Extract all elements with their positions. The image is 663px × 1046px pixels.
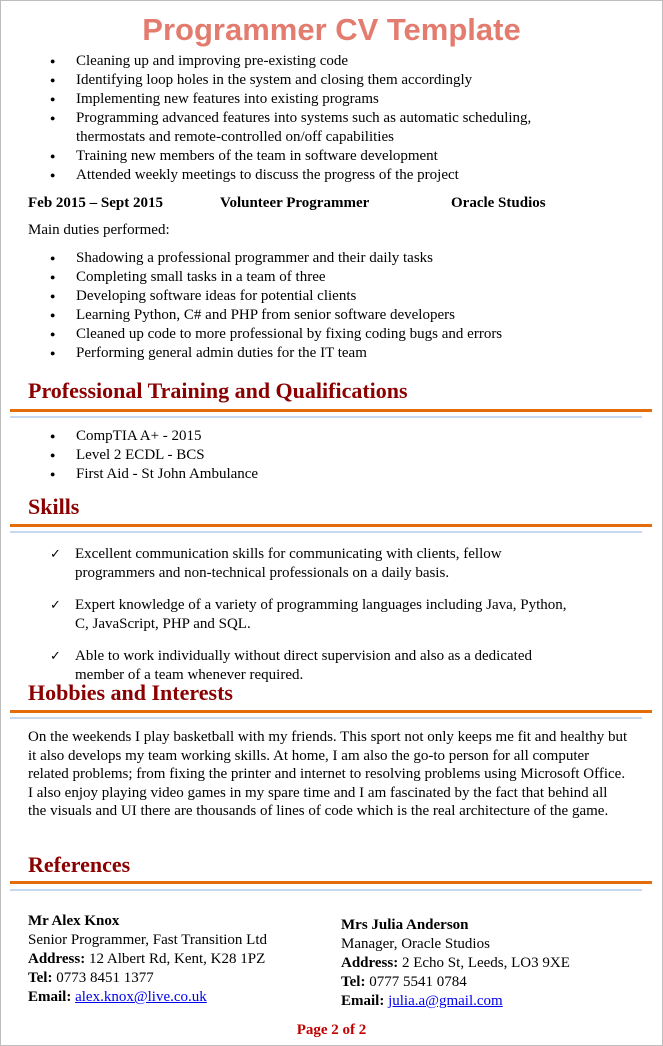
reference-role: Senior Programmer, Fast Transition Ltd: [28, 932, 267, 948]
reference-address: Address: 2 Echo St, Leeds, LO3 9XE: [341, 955, 570, 971]
list-item: ✓ Expert knowledge of a variety of programming languages including Java, Python, C, JavaScript, PHP and SQL.: [0, 596, 575, 634]
list-item: ● Attended weekly meetings to discuss the progress of the project: [0, 166, 576, 185]
list-item: ● Performing general admin duties for the IT team: [0, 344, 576, 363]
list-item: ● Completing small tasks in a team of three: [0, 268, 576, 287]
list-item: ● Cleaning up and improving pre-existing code: [0, 52, 576, 71]
reference-role: Manager, Oracle Studios: [341, 936, 490, 952]
section-rule: [10, 710, 652, 713]
address-label: Address:: [28, 951, 86, 967]
list-item: ● CompTIA A+ - 2015: [0, 427, 576, 446]
job-company: Oracle Studios: [451, 195, 546, 211]
email-link[interactable]: julia.a@gmail.com: [388, 993, 503, 1009]
section-heading-references: References: [28, 852, 131, 877]
reference-address: Address: 12 Albert Rd, Kent, K28 1PZ: [28, 951, 266, 967]
list-item: ● First Aid - St John Ambulance: [0, 465, 576, 484]
section-heading-training: Professional Training and Qualifications: [28, 378, 408, 403]
section-rule: [10, 881, 652, 884]
list-item: ● Shadowing a professional programmer and their daily tasks: [0, 249, 576, 268]
section-heading-skills: Skills: [28, 494, 80, 519]
training-list: [0, 427, 576, 484]
section-rule: [10, 889, 642, 891]
tel-label: Tel:: [341, 974, 366, 990]
email-link[interactable]: alex.knox@live.co.uk: [75, 989, 207, 1005]
list-item: ● Level 2 ECDL - BCS: [0, 446, 576, 465]
section-rule: [10, 524, 652, 527]
reference-tel: Tel: 0777 5541 0784: [341, 974, 467, 990]
email-label: Email:: [341, 993, 385, 1009]
section-rule: [10, 416, 642, 418]
section-rule: [10, 531, 642, 533]
list-item: ● Implementing new features into existing programs: [0, 90, 576, 109]
reference-email: [341, 992, 570, 1011]
list-item: ● Learning Python, C# and PHP from senior software developers: [0, 306, 576, 325]
job-role: Volunteer Programmer: [220, 195, 370, 211]
job-dates: Feb 2015 – Sept 2015: [28, 195, 163, 211]
hobbies-paragraph: On the weekends I play basketball with my friends. This sport not only keeps me fit and healthy but it also develops my team working skills. At home, I am also the go-to person for all computer related problems; from fixing the printer and internet to resolving problems using Microsoft Office. I also enjoy playing video games in my spare time and I am fascinated by the fact that behind all the visuals and UI there are thousands of lines of code which is the real architecture of the game.: [28, 729, 628, 819]
list-item: ✓ Able to work individually without direct supervision and also as a dedicated member of a team whenever required.: [0, 647, 575, 685]
reference-name: Mr Alex Knox: [28, 913, 120, 929]
list-item: ● Programming advanced features into systems such as automatic scheduling, thermostats and remote-controlled on/off capabilities: [0, 109, 576, 147]
reference-name: Mrs Julia Anderson: [341, 917, 469, 933]
email-label: Email:: [28, 989, 72, 1005]
list-item: ● Identifying loop holes in the system and closing them accordingly: [0, 71, 576, 90]
reference-tel: Tel: 0773 8451 1377: [28, 970, 154, 986]
list-item: ● Training new members of the team in software development: [0, 147, 576, 166]
reference-2: [341, 916, 570, 1011]
address-label: Address:: [341, 955, 399, 971]
list-item: ✓ Excellent communication skills for communicating with clients, fellow programmers and non-technical professionals on a daily basis.: [0, 545, 575, 583]
list-item: ● Cleaned up code to more professional by fixing coding bugs and errors: [0, 325, 576, 344]
tel-label: Tel:: [28, 970, 53, 986]
skills-list: [0, 545, 575, 698]
job-duties-list: [0, 249, 576, 363]
reference-1: [28, 912, 267, 1007]
document-title: Programmer CV Template: [142, 12, 521, 47]
job-intro: Main duties performed:: [28, 222, 170, 238]
section-rule: [10, 717, 642, 719]
list-item: ● Developing software ideas for potential clients: [0, 287, 576, 306]
section-rule: [10, 409, 652, 412]
section-heading-hobbies: Hobbies and Interests: [28, 680, 233, 705]
first-job-duties-list: [0, 52, 576, 185]
reference-email: [28, 988, 267, 1007]
page-number: Page 2 of 2: [296, 1022, 367, 1038]
